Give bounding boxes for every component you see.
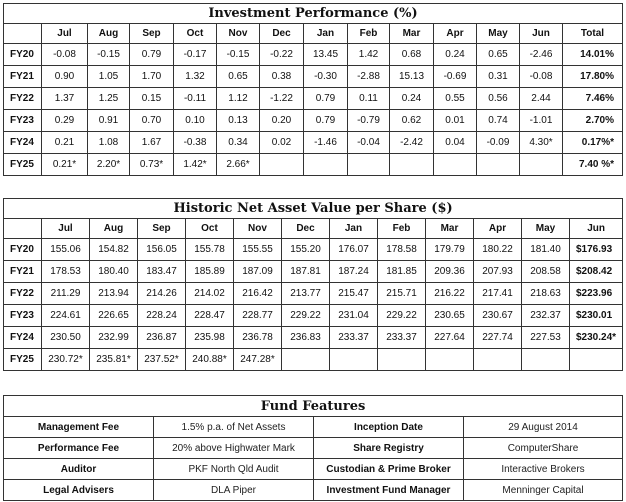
column-header: Jan [330,219,378,239]
table-cell: 1.42 [348,44,390,66]
table-cell: 0.68 [390,44,434,66]
table-cell: $230.01 [570,305,623,327]
table-cell: -2.88 [348,66,390,88]
table-cell: 0.56 [477,88,520,110]
feature-label: Inception Date [314,417,464,438]
table-cell: 230.72* [42,349,90,371]
table-cell: -0.30 [304,66,348,88]
feature-label: Share Registry [314,438,464,459]
nav-title: Historic Net Asset Value per Share ($) [4,199,623,219]
column-header: Sep [138,219,186,239]
table-cell: 230.67 [474,305,522,327]
row-label: FY25 [4,154,42,176]
feature-row [4,417,623,438]
column-header: Oct [186,219,234,239]
table-cell: 181.85 [378,261,426,283]
table-cell: -1.46 [304,132,348,154]
table-cell: 1.08 [88,132,130,154]
table-cell [570,349,623,371]
header-row [4,24,623,44]
features-title: Fund Features [4,396,623,417]
feature-label: Management Fee [4,417,154,438]
total-cell: 0.17%* [563,132,623,154]
table-cell: 229.22 [282,305,330,327]
table-cell [522,349,570,371]
table-cell: 178.53 [42,261,90,283]
column-header: Jan [304,24,348,44]
table-cell: 2.66* [217,154,260,176]
feature-value: Menninger Capital [464,480,623,501]
table-cell: -0.08 [42,44,88,66]
table-cell: 0.02 [260,132,304,154]
row-label: FY20 [4,239,42,261]
table-row [4,239,623,261]
table-cell: 176.07 [330,239,378,261]
feature-value: ComputerShare [464,438,623,459]
table-cell: 0.79 [130,44,174,66]
table-cell: 0.70 [130,110,174,132]
table-cell: 232.37 [522,305,570,327]
table-cell: 228.77 [234,305,282,327]
table-cell: -0.69 [434,66,477,88]
column-header: Mar [390,24,434,44]
feature-value: 20% above Highwater Mark [154,438,314,459]
row-label: FY23 [4,305,42,327]
feature-row [4,438,623,459]
table-cell: 187.09 [234,261,282,283]
column-header: Jul [42,24,88,44]
column-header: May [522,219,570,239]
table-row [4,349,623,371]
table-cell: 216.42 [234,283,282,305]
total-cell: 2.70% [563,110,623,132]
column-header: Jul [42,219,90,239]
table-row [4,327,623,349]
table-cell: 0.38 [260,66,304,88]
feature-value: DLA Piper [154,480,314,501]
table-cell: -0.15 [217,44,260,66]
table-row [4,66,623,88]
table-cell: 0.24 [434,44,477,66]
row-label: FY23 [4,110,42,132]
total-cell: 7.40 %* [563,154,623,176]
table-cell: 0.65 [477,44,520,66]
table-cell: 230.50 [42,327,90,349]
table-cell: 0.62 [390,110,434,132]
row-label: FY24 [4,327,42,349]
table-cell: 1.32 [174,66,217,88]
feature-value: Interactive Brokers [464,459,623,480]
table-cell: 216.22 [426,283,474,305]
feature-value: PKF North Qld Audit [154,459,314,480]
column-header: Nov [234,219,282,239]
column-header: Feb [348,24,390,44]
table-cell: -1.01 [520,110,563,132]
table-cell: 213.94 [90,283,138,305]
table-cell: -2.46 [520,44,563,66]
column-header [4,219,42,239]
column-header: May [477,24,520,44]
table-cell: 1.70 [130,66,174,88]
row-label: FY24 [4,132,42,154]
table-cell: 217.41 [474,283,522,305]
column-header: Oct [174,24,217,44]
table-cell: 236.83 [282,327,330,349]
table-cell: 231.04 [330,305,378,327]
feature-label: Custodian & Prime Broker [314,459,464,480]
total-cell: 7.46% [563,88,623,110]
table-cell: 209.36 [426,261,474,283]
fund-features-table [3,395,623,501]
table-cell [378,349,426,371]
table-cell: 211.29 [42,283,90,305]
table-cell: 224.61 [42,305,90,327]
table-cell: 240.88* [186,349,234,371]
column-header: Jun [570,219,623,239]
table-cell [260,154,304,176]
header-row [4,219,623,239]
table-cell: 0.10 [174,110,217,132]
table-cell: 208.58 [522,261,570,283]
row-label: FY25 [4,349,42,371]
table-cell: 1.42* [174,154,217,176]
table-cell: 236.87 [138,327,186,349]
table-cell: 178.58 [378,239,426,261]
table-cell: 214.26 [138,283,186,305]
table-cell: 187.24 [330,261,378,283]
table-cell: 227.64 [426,327,474,349]
column-header: Dec [260,24,304,44]
table-cell: 1.67 [130,132,174,154]
table-cell: 155.20 [282,239,330,261]
feature-label: Investment Fund Manager [314,480,464,501]
table-cell: -0.22 [260,44,304,66]
table-cell: 0.31 [477,66,520,88]
table-cell: 179.79 [426,239,474,261]
table-cell: -0.09 [477,132,520,154]
table-cell: 215.71 [378,283,426,305]
total-cell: 17.80% [563,66,623,88]
feature-value: 1.5% p.a. of Net Assets [154,417,314,438]
table-cell: 0.90 [42,66,88,88]
feature-row [4,480,623,501]
table-cell: 187.81 [282,261,330,283]
table-cell: -1.22 [260,88,304,110]
table-row [4,154,623,176]
column-header: Jun [520,24,563,44]
table-cell: 15.13 [390,66,434,88]
table-cell: 185.89 [186,261,234,283]
table-cell: 0.29 [42,110,88,132]
table-cell: 0.55 [434,88,477,110]
table-row [4,110,623,132]
table-cell: 0.21* [42,154,88,176]
table-cell: 218.63 [522,283,570,305]
column-header [4,24,42,44]
table-cell: 0.11 [348,88,390,110]
column-header: Feb [378,219,426,239]
table-row [4,305,623,327]
table-cell: $208.42 [570,261,623,283]
table-cell: 227.74 [474,327,522,349]
table-cell: -0.38 [174,132,217,154]
table-cell [282,349,330,371]
performance-title: Investment Performance (%) [4,4,623,24]
table-cell: 0.65 [217,66,260,88]
table-cell: -0.11 [174,88,217,110]
table-cell: 13.45 [304,44,348,66]
table-cell: 2.20* [88,154,130,176]
table-cell: 0.21 [42,132,88,154]
table-cell: 237.52* [138,349,186,371]
table-cell: 155.55 [234,239,282,261]
table-cell: 226.65 [90,305,138,327]
feature-label: Performance Fee [4,438,154,459]
table-cell: $176.93 [570,239,623,261]
table-cell: 207.93 [474,261,522,283]
table-cell: 0.73* [130,154,174,176]
row-label: FY20 [4,44,42,66]
table-cell: 0.91 [88,110,130,132]
table-cell: 235.81* [90,349,138,371]
table-cell: 247.28* [234,349,282,371]
column-header: Apr [474,219,522,239]
table-cell [520,154,563,176]
table-cell [434,154,477,176]
column-header: Aug [88,24,130,44]
net-asset-value-table [3,198,623,371]
table-cell: 227.53 [522,327,570,349]
table-cell: 0.13 [217,110,260,132]
table-cell: -0.15 [88,44,130,66]
table-cell: 183.47 [138,261,186,283]
table-cell: 0.15 [130,88,174,110]
row-label: FY21 [4,261,42,283]
table-cell: 181.40 [522,239,570,261]
table-cell: 215.47 [330,283,378,305]
row-label: FY22 [4,88,42,110]
table-cell: 233.37 [330,327,378,349]
column-header: Nov [217,24,260,44]
table-cell: 1.12 [217,88,260,110]
table-row [4,261,623,283]
table-cell [348,154,390,176]
table-cell: 0.34 [217,132,260,154]
table-cell: 180.22 [474,239,522,261]
column-header: Aug [90,219,138,239]
table-cell: -2.42 [390,132,434,154]
table-cell: 1.37 [42,88,88,110]
table-cell [474,349,522,371]
table-cell: 230.65 [426,305,474,327]
table-cell: 232.99 [90,327,138,349]
column-header: Apr [434,24,477,44]
table-cell: 1.25 [88,88,130,110]
feature-label: Auditor [4,459,154,480]
table-cell: 154.82 [90,239,138,261]
table-row [4,283,623,305]
table-cell: 228.24 [138,305,186,327]
feature-value: 29 August 2014 [464,417,623,438]
table-cell: $230.24* [570,327,623,349]
row-label: FY22 [4,283,42,305]
column-header: Total [563,24,623,44]
table-cell: 236.78 [234,327,282,349]
table-cell: 213.77 [282,283,330,305]
table-cell: 155.06 [42,239,90,261]
table-cell [330,349,378,371]
table-cell: 0.74 [477,110,520,132]
table-cell: 180.40 [90,261,138,283]
table-cell: -0.08 [520,66,563,88]
table-cell: 214.02 [186,283,234,305]
table-row [4,132,623,154]
table-cell: 0.24 [390,88,434,110]
table-cell: 0.79 [304,110,348,132]
table-cell: -0.17 [174,44,217,66]
table-cell: 4.30* [520,132,563,154]
table-cell: -0.04 [348,132,390,154]
table-row [4,44,623,66]
table-cell: 0.20 [260,110,304,132]
table-cell [426,349,474,371]
table-cell: 156.05 [138,239,186,261]
table-cell: 1.05 [88,66,130,88]
column-header: Mar [426,219,474,239]
table-cell: $223.96 [570,283,623,305]
table-cell: 155.78 [186,239,234,261]
feature-label: Legal Advisers [4,480,154,501]
table-cell [477,154,520,176]
table-cell: 0.01 [434,110,477,132]
table-cell: 2.44 [520,88,563,110]
column-header: Sep [130,24,174,44]
investment-performance-table [3,3,623,176]
table-cell: 233.37 [378,327,426,349]
table-cell: 0.79 [304,88,348,110]
table-row [4,88,623,110]
table-cell [304,154,348,176]
table-cell: 0.04 [434,132,477,154]
row-label: FY21 [4,66,42,88]
table-cell: 235.98 [186,327,234,349]
table-cell [390,154,434,176]
table-cell: 228.47 [186,305,234,327]
column-header: Dec [282,219,330,239]
table-cell: -0.79 [348,110,390,132]
table-cell: 229.22 [378,305,426,327]
feature-row [4,459,623,480]
total-cell: 14.01% [563,44,623,66]
